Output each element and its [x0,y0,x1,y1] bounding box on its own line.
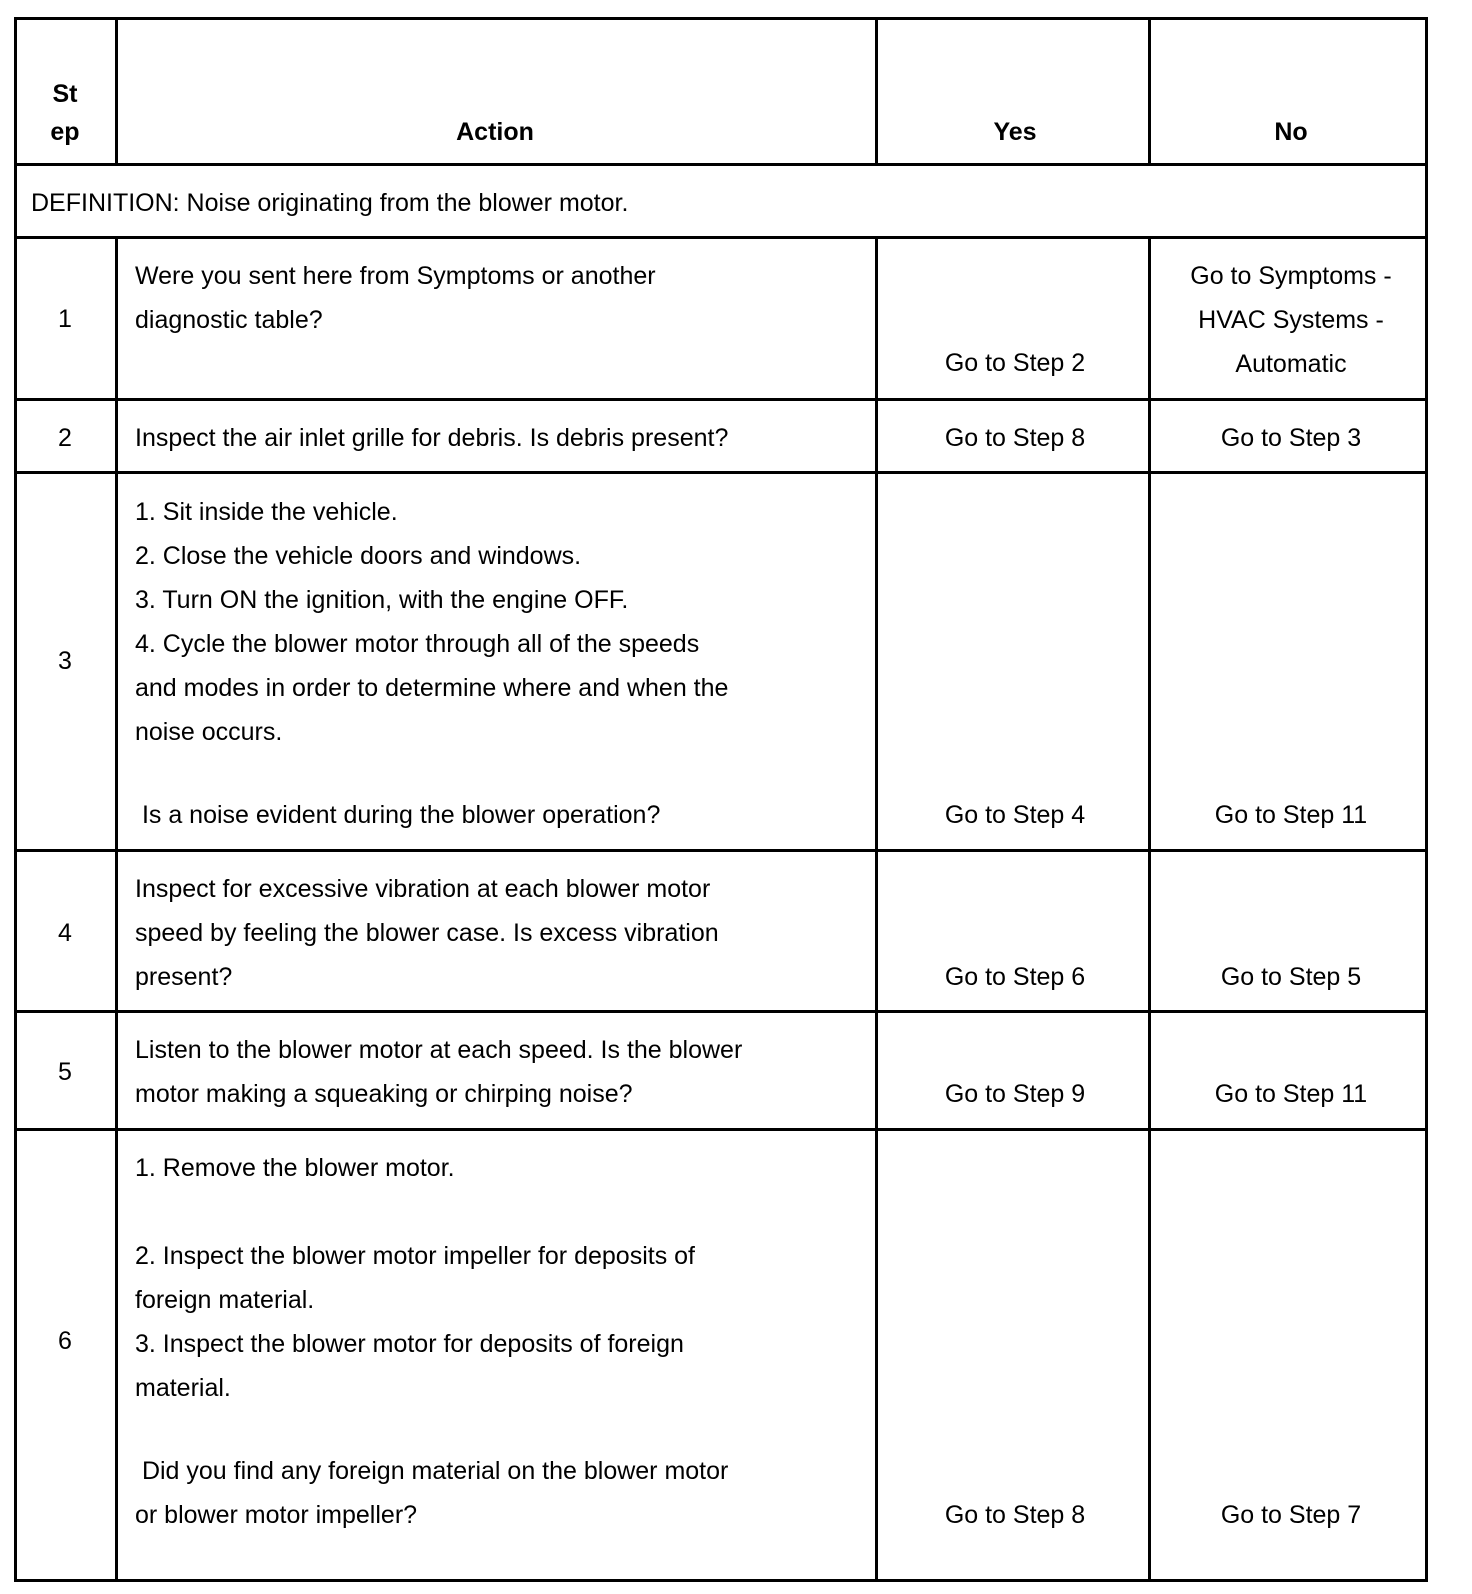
no-outcome: Go to Step 5 [1220,963,1362,991]
step-action [135,867,855,999]
action-line [135,1190,855,1234]
action-line: present? [135,963,233,991]
header-action: Action [456,118,534,146]
step-question [135,1449,855,1537]
step-action: Inspect the air inlet grille for debris. Is debris present? [135,424,729,452]
action-line: 1. Sit inside the vehicle. [135,498,398,526]
step-action [135,1146,855,1410]
step-number: 2 [58,424,72,452]
step-question: Is a noise evident during the blower operation? [135,801,661,829]
row-divider [17,849,1425,852]
definition-text: DEFINITION: Noise originating from the blower motor. [31,189,629,217]
step-action [135,490,855,754]
action-line: 3. Inspect the blower motor for deposits of foreign [135,1330,684,1358]
action-line: foreign material. [135,1286,315,1314]
no-outcome: Go to Step 7 [1220,1501,1362,1529]
step-number: 3 [58,647,72,675]
action-line: 2. Inspect the blower motor impeller for deposits of [135,1242,695,1270]
action-line: material. [135,1374,231,1402]
outcome-line: HVAC Systems - [1198,306,1384,334]
step-number: 1 [58,305,72,333]
diagnostic-table [14,17,1428,1582]
question-line: Did you find any foreign material on the blower motor [135,1457,729,1485]
yes-outcome: Go to Step 6 [944,963,1086,991]
action-line: 3. Turn ON the ignition, with the engine OFF. [135,586,629,614]
step-action [135,254,855,342]
header-step-line: St [52,80,78,108]
column-divider [875,20,878,166]
header-yes: Yes [993,118,1037,146]
row-divider [17,398,1425,401]
action-line: Listen to the blower motor at each speed. Is the blower [135,1036,743,1064]
action-line: diagnostic table? [135,306,323,334]
question-line: or blower motor impeller? [135,1501,418,1529]
row-divider [17,1128,1425,1131]
step-number: 4 [58,919,72,947]
action-line: motor making a squeaking or chirping noise? [135,1080,633,1108]
action-line: Inspect for excessive vibration at each blower motor [135,875,711,903]
action-line: 4. Cycle the blower motor through all of the speeds [135,630,700,658]
column-divider [115,236,118,1582]
yes-outcome: Go to Step 8 [944,1501,1086,1529]
yes-outcome: Go to Step 9 [944,1080,1086,1108]
no-outcome: Go to Step 11 [1214,801,1368,829]
row-divider [17,163,1425,166]
no-outcome: Go to Step 3 [1220,424,1362,452]
row-divider [17,471,1425,474]
header-step [17,75,113,151]
row-divider [17,236,1425,239]
action-line: 1. Remove the blower motor. [135,1154,455,1182]
step-action [135,1028,855,1116]
action-line: 2. Close the vehicle doors and windows. [135,542,582,570]
column-divider [875,236,878,1582]
outcome-line: Go to Symptoms - [1190,262,1392,290]
action-line: and modes in order to determine where and when the [135,674,729,702]
yes-outcome: Go to Step 8 [944,424,1086,452]
header-step-line: ep [50,118,80,146]
step-number: 6 [58,1327,72,1355]
action-line: Were you sent here from Symptoms or another [135,262,656,290]
action-line: noise occurs. [135,718,283,746]
row-divider [17,1010,1425,1013]
column-divider [115,20,118,166]
header-no: No [1274,118,1308,146]
outcome-line: Automatic [1235,350,1347,378]
yes-outcome: Go to Step 4 [944,801,1086,829]
no-outcome: Go to Step 11 [1214,1080,1368,1108]
yes-outcome: Go to Step 2 [944,349,1086,377]
step-number: 5 [58,1058,72,1086]
no-outcome [1153,254,1429,386]
action-line: speed by feeling the blower case. Is excess vibration [135,919,719,947]
